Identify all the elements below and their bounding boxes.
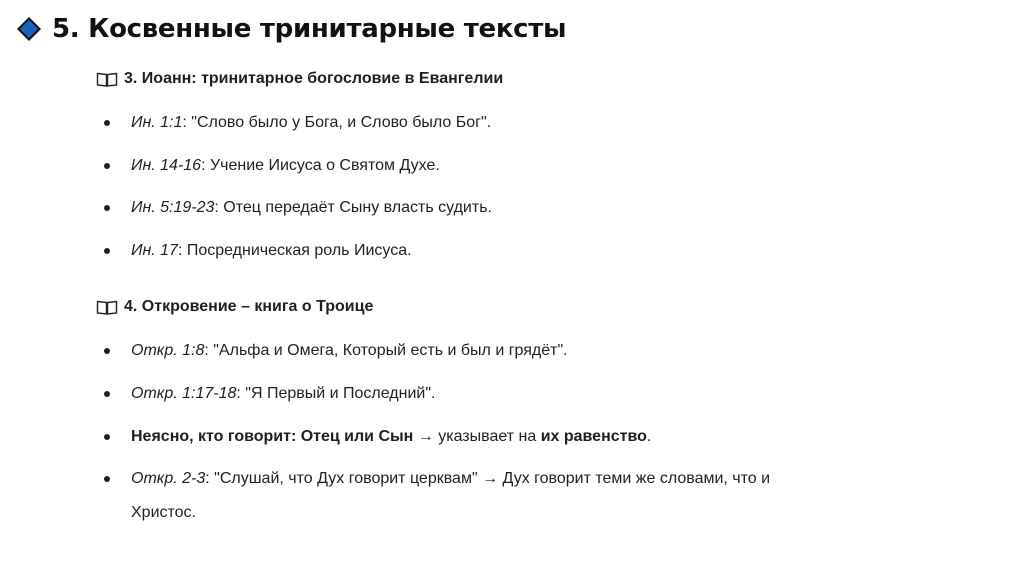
verse-reference: Ин. 1:1 <box>131 114 183 131</box>
separator: : <box>204 342 214 359</box>
slide-heading <box>16 14 566 44</box>
item-text: "Слушай, что Дух говорит церквам" → Дух говорит теми же словами, что и <box>214 470 771 487</box>
list-item <box>104 191 924 225</box>
bullet <box>104 434 110 440</box>
list-item <box>104 334 924 368</box>
list-item <box>104 377 924 411</box>
section-title-revelation <box>96 298 373 316</box>
item-text: "Слово было у Бога, и Слово было Бог". <box>191 114 492 131</box>
bullet <box>104 391 110 397</box>
open-book-icon <box>96 71 118 87</box>
item-text-continuation: Христос. <box>131 504 196 521</box>
section-title-john <box>96 70 503 88</box>
list-item <box>104 106 924 140</box>
item-text: Посредническая роль Иисуса. <box>186 242 412 259</box>
verse-reference: Ин. 17 <box>131 242 178 259</box>
open-book-icon <box>96 299 118 315</box>
separator: : <box>177 242 187 259</box>
item-text: "Я Первый и Последний". <box>245 385 436 402</box>
bullet <box>104 120 110 126</box>
list-item <box>104 462 924 530</box>
separator: : <box>201 157 210 174</box>
page-title: 5. Косвенные тринитарные тексты <box>52 14 567 44</box>
list-item <box>104 234 924 268</box>
bullet <box>104 476 110 482</box>
section-title-label: 4. Откровение – книга о Троице <box>124 298 374 315</box>
list-item <box>104 420 924 454</box>
bullet <box>104 205 110 211</box>
diamond-icon <box>16 16 42 42</box>
section-title-label: 3. Иоанн: тринитарное богословие в Евангелии <box>124 70 504 87</box>
verse-reference: Откр. 2-3 <box>131 470 206 487</box>
item-text: → указывает на <box>413 428 541 445</box>
separator: : <box>205 470 215 487</box>
item-text: "Альфа и Омега, Который есть и был и грядёт". <box>213 342 568 359</box>
separator: : <box>236 385 246 402</box>
list-item <box>104 149 924 183</box>
separator: : <box>214 199 224 216</box>
bullet <box>104 248 110 254</box>
item-end: . <box>646 428 652 445</box>
bullet <box>104 163 110 169</box>
item-bold-lead: Неясно, кто говорит: Отец или Сын <box>131 428 414 445</box>
item-text: Учение Иисуса о Святом Духе. <box>209 157 440 174</box>
item-bold-tail: их равенство <box>540 428 647 445</box>
verse-reference: Откр. 1:17-18 <box>131 385 237 402</box>
verse-reference: Ин. 5:19-23 <box>131 199 215 216</box>
verse-reference: Откр. 1:8 <box>131 342 205 359</box>
bullet <box>104 348 110 354</box>
item-text: Отец передаёт Сыну власть судить. <box>223 199 492 216</box>
verse-reference: Ин. 14-16 <box>131 157 202 174</box>
separator: : <box>182 114 192 131</box>
